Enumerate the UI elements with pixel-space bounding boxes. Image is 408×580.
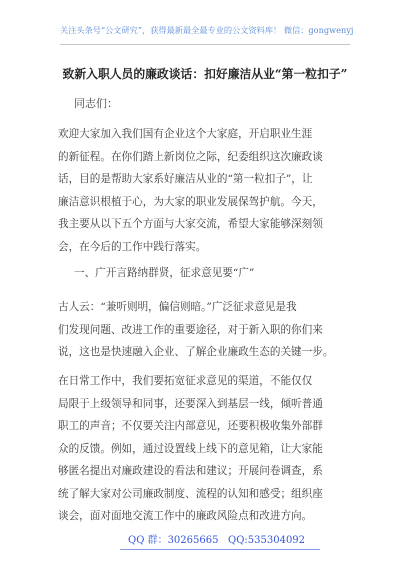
section-heading-1 bbox=[74, 262, 374, 285]
paragraph-line: 局限于上级领导和同事，还要深入到基层一线，倾听普通 bbox=[58, 397, 323, 410]
header-banner-text: 关注头条号“公文研究”，获得最新最全最专业的公文资料库！ 微信：gongwenyj bbox=[60, 25, 354, 35]
paragraph-intro bbox=[58, 123, 358, 258]
paragraph-line: 会，在今后的工作中践行落实。 bbox=[58, 240, 207, 253]
paragraph-line: 廉洁意识根植于心，为大家的职业发展保驾护航。今天， bbox=[58, 195, 323, 208]
paragraph-line: 统了解大家对公司廉政制度、流程的认知和感受；组织座 bbox=[58, 487, 323, 500]
header-banner bbox=[60, 24, 354, 45]
footer-contact bbox=[120, 534, 320, 550]
footer-qq-group: QQ 群：30265665 bbox=[128, 535, 219, 546]
paragraph-line: 古人云：“兼听则明，偏信则暗。”广泛征求意见是我 bbox=[58, 301, 297, 313]
paragraph-line: 的新征程。在你们踏上新岗位之际，纪委组织这次廉政谈 bbox=[58, 150, 323, 163]
paragraph-line: 在日常工作中，我们要拓宽征求意见的渠道，不能仅仅 bbox=[58, 375, 313, 387]
document-title: 致新入职人员的廉政谈话：扣好廉洁从业“第一粒扣子” bbox=[62, 67, 348, 81]
paragraph-line: 们发现问题、改进工作的重要途径，对于新入职的你们来 bbox=[58, 323, 323, 336]
paragraph-channels bbox=[58, 370, 358, 528]
footer-qq: QQ:535304092 bbox=[228, 535, 306, 546]
footer-underline bbox=[120, 549, 320, 550]
paragraph-line: 话，目的是帮助大家系好廉洁从业的“第一粒扣子”，让 bbox=[58, 173, 313, 185]
paragraph-line: 职工的声音；不仅要关注内部意见，还要积极收集外部群 bbox=[58, 420, 323, 432]
paragraph-line: 说，这也是快速融入企业、了解企业廉政生态的关键一步。 bbox=[58, 346, 334, 358]
paragraph-quote bbox=[58, 296, 358, 364]
section-heading-text: 一、广开言路纳群贤，征求意见要“广” bbox=[74, 267, 255, 279]
salutation: 同志们： bbox=[74, 97, 118, 110]
paragraph-line: 欢迎大家加入我们国有企业这个大家庭，开启职业生涯 bbox=[58, 128, 313, 140]
paragraph-line: 够匿名提出对廉政建设的看法和建议；开展问卷调查，系 bbox=[58, 465, 323, 477]
paragraph-line: 众的反馈。例如，通过设置线上线下的意见箱，让大家能 bbox=[58, 442, 323, 455]
paragraph-line: 谈会，面对面地交流工作中的廉政风险点和改进方向。 bbox=[58, 510, 313, 522]
paragraph-line: 我主要从以下五个方面与大家交流，希望大家能够深刻领 bbox=[58, 218, 323, 230]
